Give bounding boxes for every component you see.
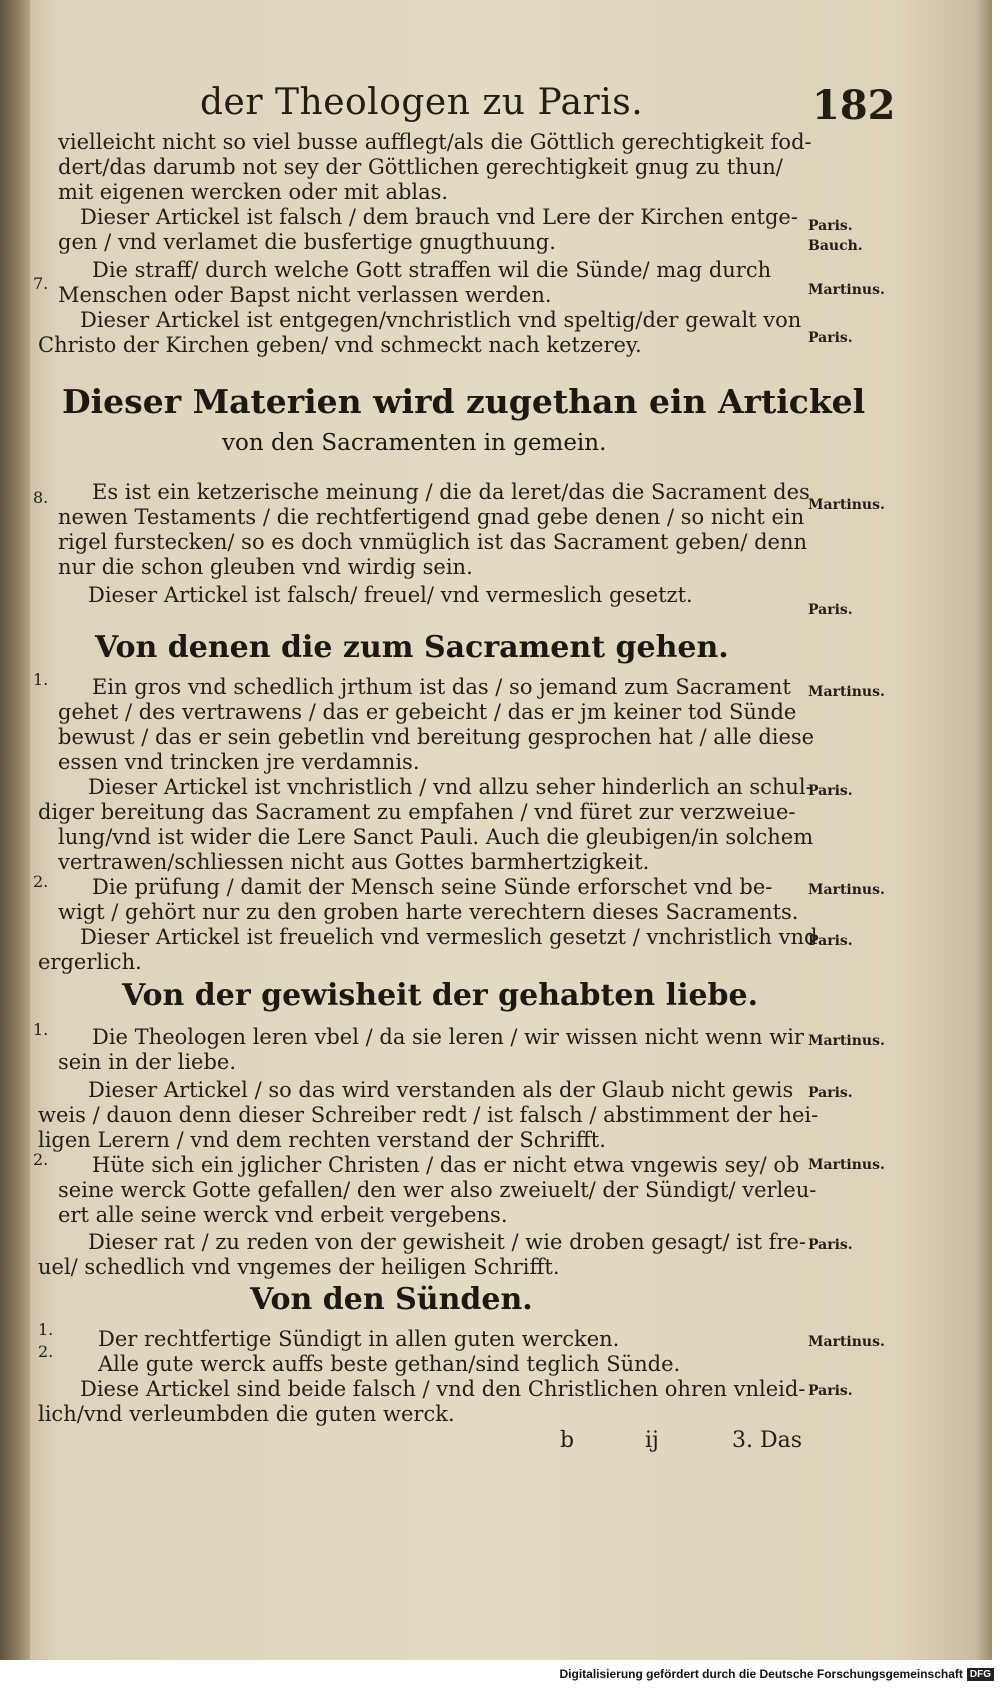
margin-note: Martinus. <box>808 282 885 298</box>
margin-note: Martinus. <box>808 1334 885 1350</box>
margin-note: Paris. <box>808 218 853 234</box>
article-number: 2. <box>33 1150 49 1169</box>
text-line: vertrawen/schliessen nicht aus Gottes barmhertzigkeit. <box>58 850 650 874</box>
text-line: mit eigenen wercken oder mit ablas. <box>58 180 449 204</box>
text-line: Die straff/ durch welche Gott straffen wil die Sünde/ mag durch <box>92 258 772 282</box>
text-line: seine werck Gotte gefallen/ den wer also zweiuelt/ der Sündigt/ verleu- <box>58 1178 817 1202</box>
page-number: 182 <box>812 82 896 129</box>
article-number: 2. <box>33 872 49 891</box>
text-line: weis / dauon denn dieser Schreiber redt / ist falsch / abstimment der hei- <box>38 1103 819 1127</box>
margin-note: Paris. <box>808 783 853 799</box>
text-line: diger bereitung das Sacrament zu empfahen / vnd füret zur verzweiue- <box>38 800 796 824</box>
credit-text: Digitalisierung gefördert durch die Deutsche Forschungsgemeinschaft <box>559 1667 963 1681</box>
dfg-logo: DFG <box>967 1668 994 1681</box>
text-line: lung/vnd ist wider die Lere Sanct Pauli. Auch die gleubigen/in solchem <box>58 825 814 849</box>
margin-note: Martinus. <box>808 882 885 898</box>
section-heading: Von der gewisheit der gehabten liebe. <box>122 978 759 1013</box>
signature-mark: b <box>560 1428 575 1453</box>
article-number: 8. <box>33 488 49 507</box>
text-line: gehet / des vertrawens / das er gebeicht / das er jm keiner tod Sünde <box>58 700 797 724</box>
margin-note: Paris. <box>808 1383 853 1399</box>
margin-note: Martinus. <box>808 684 885 700</box>
text-line: Dieser Artickel ist falsch/ freuel/ vnd vermeslich gesetzt. <box>88 583 693 607</box>
text-line: Menschen oder Bapst nicht verlassen werden. <box>58 283 552 307</box>
article-number: 1. <box>38 1320 54 1339</box>
text-line: Der rechtfertige Sündigt in allen guten wercken. <box>98 1327 620 1351</box>
section-subheading: von den Sacramenten in gemein. <box>222 430 607 456</box>
text-line: Christo der Kirchen geben/ vnd schmeckt nach ketzerey. <box>38 333 642 357</box>
text-line: uel/ schedlich vnd vngemes der heiligen Schrifft. <box>38 1255 560 1279</box>
margin-note: Martinus. <box>808 497 885 513</box>
text-line: ligen Lerern / vnd dem rechten verstand der Schrifft. <box>38 1128 606 1152</box>
text-line: gen / vnd verlamet die busfertige gnugthuung. <box>58 230 556 254</box>
text-line: Es ist ein ketzerische meinung / die da leret/das die Sacrament des <box>92 480 810 504</box>
text-line: Die prüfung / damit der Mensch seine Sünde erforschet vnd be- <box>92 875 773 899</box>
article-number: 1. <box>33 670 49 689</box>
binding-edge <box>0 0 30 1660</box>
text-line: sein in der liebe. <box>58 1050 237 1074</box>
article-number: 2. <box>38 1342 54 1361</box>
margin-note: Bauch. <box>808 238 863 254</box>
text-line: Dieser Artickel ist falsch / dem brauch vnd Lere der Kirchen entge- <box>80 205 798 229</box>
text-line: Ein gros vnd schedlich jrthum ist das / so jemand zum Sacrament <box>92 675 791 699</box>
margin-note: Martinus. <box>808 1157 885 1173</box>
text-line: Dieser Artickel ist entgegen/vnchristlich vnd speltig/der gewalt von <box>80 308 802 332</box>
margin-note: Paris. <box>808 602 853 618</box>
margin-note: Paris. <box>808 933 853 949</box>
margin-note: Paris. <box>808 330 853 346</box>
text-line: Hüte sich ein jglicher Christen / das er nicht etwa vngewis sey/ ob <box>92 1153 800 1177</box>
running-title: der Theologen zu Paris. <box>200 82 644 123</box>
text-line: bewust / das er sein gebetlin vnd bereitung gesprochen hat / alle diese <box>58 725 815 749</box>
article-number: 1. <box>33 1020 49 1039</box>
catchword: 3. Das <box>732 1428 803 1453</box>
margin-note: Martinus. <box>808 1033 885 1049</box>
text-line: ert alle seine werck vnd erbeit vergebens. <box>58 1203 508 1227</box>
section-heading: Von denen die zum Sacrament gehen. <box>95 630 729 665</box>
text-line: Dieser Artickel ist freuelich vnd vermeslich gesetzt / vnchristlich vnd <box>80 925 818 949</box>
signature-mark-2: ij <box>645 1428 659 1453</box>
text-line: Dieser rat / zu reden von der gewisheit / wie droben gesagt/ ist fre- <box>88 1230 807 1254</box>
margin-note: Paris. <box>808 1237 853 1253</box>
text-line: lich/vnd verleumbden die guten werck. <box>38 1402 455 1426</box>
text-line: Dieser Artickel / so das wird verstanden als der Glaub nicht gewis <box>88 1078 794 1102</box>
section-heading: Von den Sünden. <box>250 1282 533 1317</box>
margin-note: Paris. <box>808 1085 853 1101</box>
text-line: Dieser Artickel ist vnchristlich / vnd allzu seher hinderlich an schul- <box>88 775 813 799</box>
text-line: wigt / gehört nur zu den groben harte verechtern dieses Sacraments. <box>58 900 799 924</box>
text-line: Diese Artickel sind beide falsch / vnd den Christlichen ohren vnleid- <box>80 1377 806 1401</box>
digitization-credit <box>559 1667 994 1681</box>
text-line: Alle gute werck auffs beste gethan/sind teglich Sünde. <box>98 1352 681 1376</box>
section-heading: Dieser Materien wird zugethan ein Artickel <box>62 382 866 421</box>
text-line: rigel furstecken/ so es doch vnmüglich ist das Sacrament geben/ denn <box>58 530 808 554</box>
text-line: newen Testaments / die rechtfertigend gnad gebe denen / so nicht ein <box>58 505 805 529</box>
text-line: Die Theologen leren vbel / da sie leren / wir wissen nicht wenn wir <box>92 1025 804 1049</box>
text-line: essen vnd trincken jre verdamnis. <box>58 750 420 774</box>
text-line: ergerlich. <box>38 950 142 974</box>
text-line: dert/das darumb not sey der Göttlichen gerechtigkeit gnug zu thun/ <box>58 155 783 179</box>
text-line: nur die schon gleuben vnd wirdig sein. <box>58 555 473 579</box>
text-line: vielleicht nicht so viel busse aufflegt/als die Göttlich gerechtigkeit fod- <box>58 130 812 154</box>
article-number: 7. <box>33 274 49 293</box>
